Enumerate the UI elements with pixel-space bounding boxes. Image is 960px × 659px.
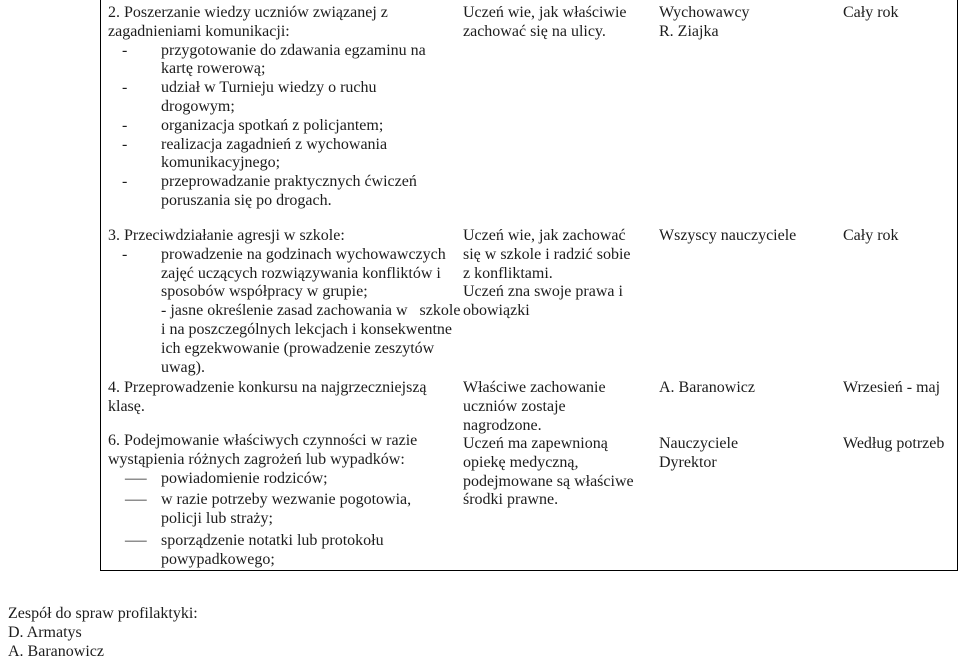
list-item-line: policji lub straży; xyxy=(161,510,273,528)
list-item xyxy=(108,491,461,529)
term-line: Cały rok xyxy=(843,4,899,21)
task-cell xyxy=(108,379,461,417)
team-signature xyxy=(8,606,308,659)
term-line: Wrzesień - maj xyxy=(843,379,941,396)
list-item-line: realizacja zagadnień z wychowania xyxy=(161,135,388,153)
outcome-line: Uczeń wie, jak zachować xyxy=(463,227,626,244)
list-item xyxy=(108,117,461,136)
list-marker: - xyxy=(122,245,128,263)
term-line: Według potrzeb xyxy=(843,435,945,452)
team-member: D. Armatys xyxy=(8,623,82,641)
task-heading-line: 3. Przeciwdziałanie agresji w szkole: xyxy=(108,227,345,244)
list-item-line: i na poszczególnych lekcjach i konsekwentne xyxy=(161,320,452,338)
list-item-line: prowadzenie na godzinach wychowawczych xyxy=(161,245,446,263)
responsible-cell xyxy=(659,435,839,473)
responsible-cell xyxy=(659,379,839,398)
list-item-line: powypadkowego; xyxy=(161,550,275,568)
list-item-line: uwag). xyxy=(161,358,205,376)
outcome-line: Uczeń wie, jak właściwie xyxy=(463,4,627,21)
list-item xyxy=(108,79,461,117)
responsible-line: Nauczyciele xyxy=(659,435,739,452)
outcome-line: z konfliktami. xyxy=(463,264,553,282)
table-row xyxy=(0,4,960,211)
list-marker: - xyxy=(122,79,128,97)
list-marker: - xyxy=(122,173,128,191)
outcome-line: środki prawne. xyxy=(463,491,559,509)
term-line: Cały rok xyxy=(843,227,899,244)
list-marker: - xyxy=(122,135,128,153)
list-item-line: komunikacyjnego; xyxy=(161,154,281,172)
team-member: A. Baranowicz xyxy=(8,642,104,659)
table-row xyxy=(0,379,960,436)
outcome-line: podejmowane są właściwe xyxy=(463,472,634,490)
list-item xyxy=(108,246,461,302)
list-item-line: zajęć uczących rozwiązywania konfliktów i xyxy=(161,264,441,282)
outcome-line: Uczeń ma zapewnioną xyxy=(463,435,608,452)
list-item-line: organizacja spotkań z policjantem; xyxy=(161,116,384,134)
task-heading-line: 4. Przeprowadzenie konkursu na najgrzeczniejszą xyxy=(108,379,427,396)
list-item-line: ich egzekwowanie (prowadzenie zeszytów xyxy=(161,339,435,357)
task-heading-line: klasę. xyxy=(108,397,145,415)
task-cell xyxy=(108,432,461,570)
term-cell xyxy=(843,227,955,246)
responsible-line: Wszyscy nauczyciele xyxy=(659,227,797,244)
task-cell xyxy=(108,227,461,377)
list-item xyxy=(108,470,461,489)
outcome-cell xyxy=(463,379,653,435)
outcome-line: się w szkole i radzić sobie xyxy=(463,245,631,263)
list-item-line: udział w Turnieju wiedzy o ruchu xyxy=(161,79,377,97)
responsible-line: A. Baranowicz xyxy=(659,379,755,396)
outcome-line: uczniów zostaje xyxy=(463,397,566,415)
term-cell xyxy=(843,379,955,398)
outcome-line: opiekę medyczną, xyxy=(463,453,579,471)
list-marker: - xyxy=(122,116,128,134)
task-heading-line: wystąpienia różnych zagrożeń lub wypadków: xyxy=(108,450,405,468)
responsible-line: R. Ziajka xyxy=(659,22,719,40)
list-item-line: sposobów współpracy w grupie; xyxy=(161,283,368,301)
list-marker: — xyxy=(125,531,147,549)
list-item-line: przeprowadzanie praktycznych ćwiczeń xyxy=(161,173,417,191)
task-heading-line: 6. Podejmowanie właściwych czynności w razie xyxy=(108,432,418,449)
list-item-line: poruszania się po drogach. xyxy=(161,191,332,209)
responsible-cell xyxy=(659,4,839,42)
task-cell xyxy=(108,4,461,211)
list-item-line: sporządzenie notatki lub protokołu xyxy=(161,531,384,549)
list-item-line: - jasne określenie zasad zachowania w szkole xyxy=(161,302,461,320)
outcome-line: Właściwe zachowanie xyxy=(463,379,606,396)
responsible-line: Dyrektor xyxy=(659,453,717,471)
outcome-line: nagrodzone. xyxy=(463,416,542,434)
task-heading-line: zagadnieniami komunikacji: xyxy=(108,22,290,40)
outcome-line: zachować się na ulicy. xyxy=(463,22,606,40)
outcome-line: Uczeń zna swoje prawa i xyxy=(463,283,623,301)
list-item-line: w razie potrzeby wezwanie pogotowia, xyxy=(161,491,412,509)
list-item xyxy=(108,302,461,377)
outcome-line: obowiązki xyxy=(463,302,530,320)
term-cell xyxy=(843,435,955,454)
list-item xyxy=(108,532,461,570)
table-row xyxy=(0,227,960,378)
table-row xyxy=(0,432,960,570)
outcome-cell xyxy=(463,435,653,510)
task-heading-line: 2. Poszerzanie wiedzy uczniów związanej z xyxy=(108,4,388,21)
list-item xyxy=(108,136,461,174)
team-title: Zespół do spraw profilaktyki: xyxy=(8,604,198,622)
outcome-cell xyxy=(463,4,653,42)
outcome-cell xyxy=(463,227,653,321)
list-item xyxy=(108,42,461,80)
list-item-line: drogowym; xyxy=(161,97,235,115)
list-marker: - xyxy=(122,41,128,59)
responsible-cell xyxy=(659,227,839,246)
list-item-line: przygotowanie do zdawania egzaminu na xyxy=(161,41,426,59)
responsible-line: Wychowawcy xyxy=(659,4,750,21)
list-item-line: powiadomienie rodziców; xyxy=(161,469,328,487)
list-marker: — xyxy=(125,491,147,509)
list-item-line: kartę rowerową; xyxy=(161,60,266,78)
term-cell xyxy=(843,4,955,23)
list-item xyxy=(108,173,461,211)
list-marker: — xyxy=(125,469,147,487)
